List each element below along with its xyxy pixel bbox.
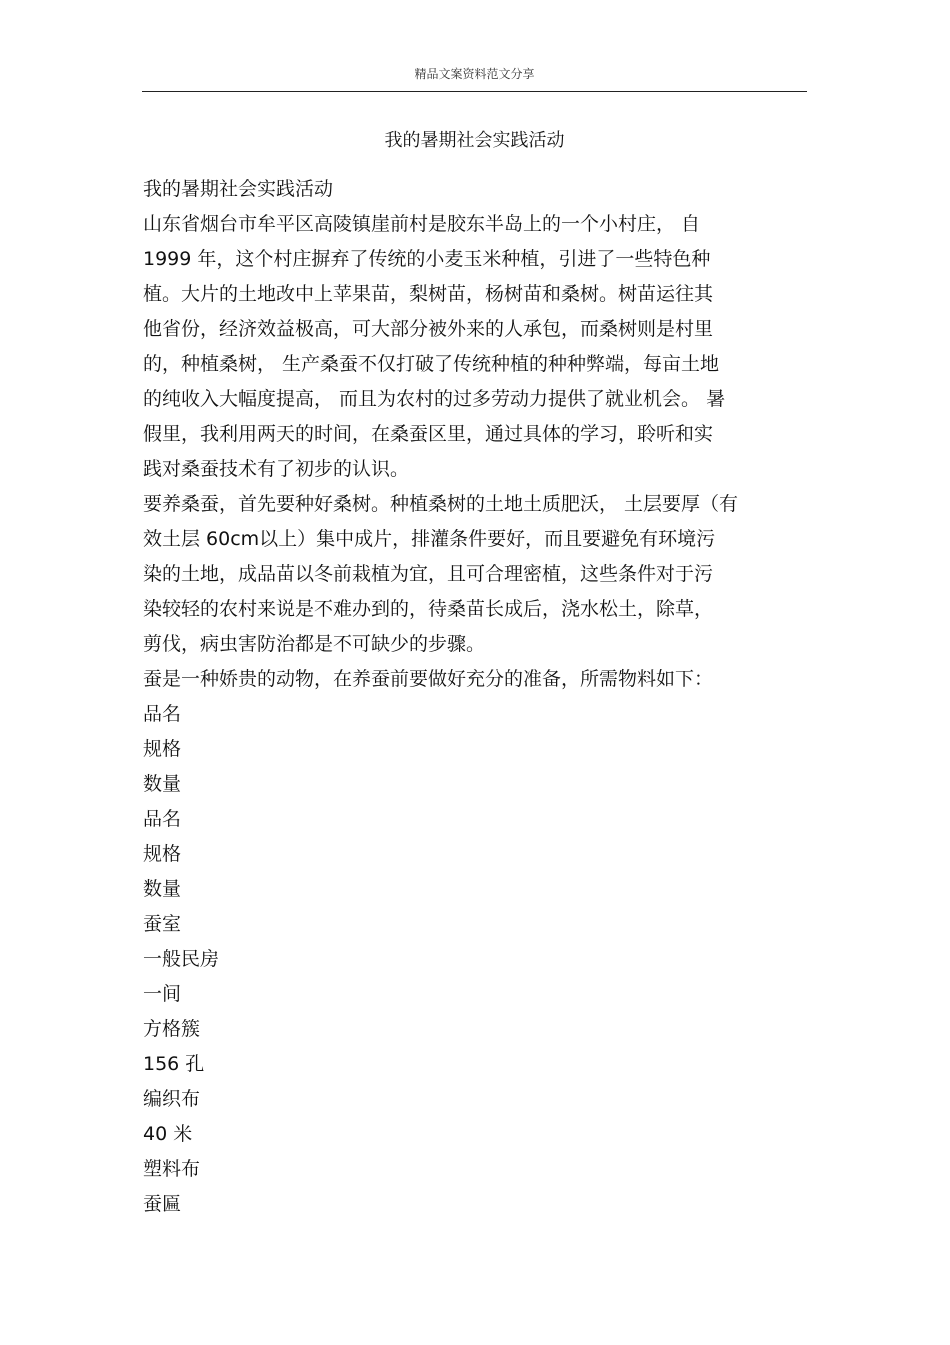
- table-cell: 40 米: [143, 1123, 193, 1145]
- body-line: 他省份，经济效益极高，可大部分被外来的人承包，而桑树则是村里: [143, 318, 714, 340]
- body-line: 假里，我利用两天的时间，在桑蚕区里，通过具体的学习，聆听和实: [143, 423, 714, 445]
- table-cell: 156 孔: [143, 1053, 205, 1075]
- body-line: 的，种植桑树， 生产桑蚕不仅打破了传统种植的种种弊端，每亩土地: [143, 353, 720, 375]
- table-cell: 品名: [143, 703, 182, 725]
- table-cell: 蚕匾: [143, 1193, 182, 1215]
- page-header: 精品文案资料范文分享: [414, 67, 535, 81]
- body-line: 山东省烟台市牟平区高陵镇崖前村是胶东半岛上的一个小村庄， 自: [143, 213, 701, 235]
- body-line: 染的土地，成品苗以冬前栽植为宜，且可合理密植，这些条件对于污: [143, 563, 714, 585]
- body-line: 植。大片的土地改中上苹果苗，梨树苗，杨树苗和桑树。树苗运往其: [143, 283, 714, 305]
- body-line: 我的暑期社会实践活动: [143, 178, 334, 200]
- body-line: 的纯收入大幅度提高， 而且为农村的过多劳动力提供了就业机会。 暑: [143, 388, 726, 410]
- document-body: [143, 172, 807, 1222]
- table-cell: 编织布: [143, 1088, 201, 1110]
- body-line: 1999 年，这个村庄摒弃了传统的小麦玉米种植，引进了一些特色种: [143, 248, 711, 270]
- table-cell: 品名: [143, 808, 182, 830]
- table-cell: 塑料布: [143, 1158, 201, 1180]
- table-cell: 方格簇: [143, 1018, 201, 1040]
- table-cell: 规格: [143, 843, 182, 865]
- table-cell: 一般民房: [143, 948, 220, 970]
- body-line: 染较轻的农村来说是不难办到的，待桑苗长成后，浇水松土，除草，: [143, 598, 714, 620]
- body-line: 剪伐，病虫害防治都是不可缺少的步骤。: [143, 633, 486, 655]
- body-line: 效土层 60cm以上）集中成片，排灌条件要好，而且要避免有环境污: [143, 528, 716, 550]
- header-divider: [142, 91, 807, 92]
- body-line: 践对桑蚕技术有了初步的认识。: [143, 458, 410, 480]
- table-cell: 一间: [143, 983, 182, 1005]
- document-title: 我的暑期社会实践活动: [384, 130, 565, 151]
- table-cell: 规格: [143, 738, 182, 760]
- body-line: 蚕是一种娇贵的动物，在养蚕前要做好充分的准备，所需物料如下：: [143, 668, 714, 690]
- table-cell: 数量: [143, 878, 182, 900]
- body-line: 要养桑蚕，首先要种好桑树。种植桑树的土地土质肥沃， 土层要厚（有: [143, 493, 739, 515]
- table-cell: 数量: [143, 773, 182, 795]
- table-cell: 蚕室: [143, 913, 182, 935]
